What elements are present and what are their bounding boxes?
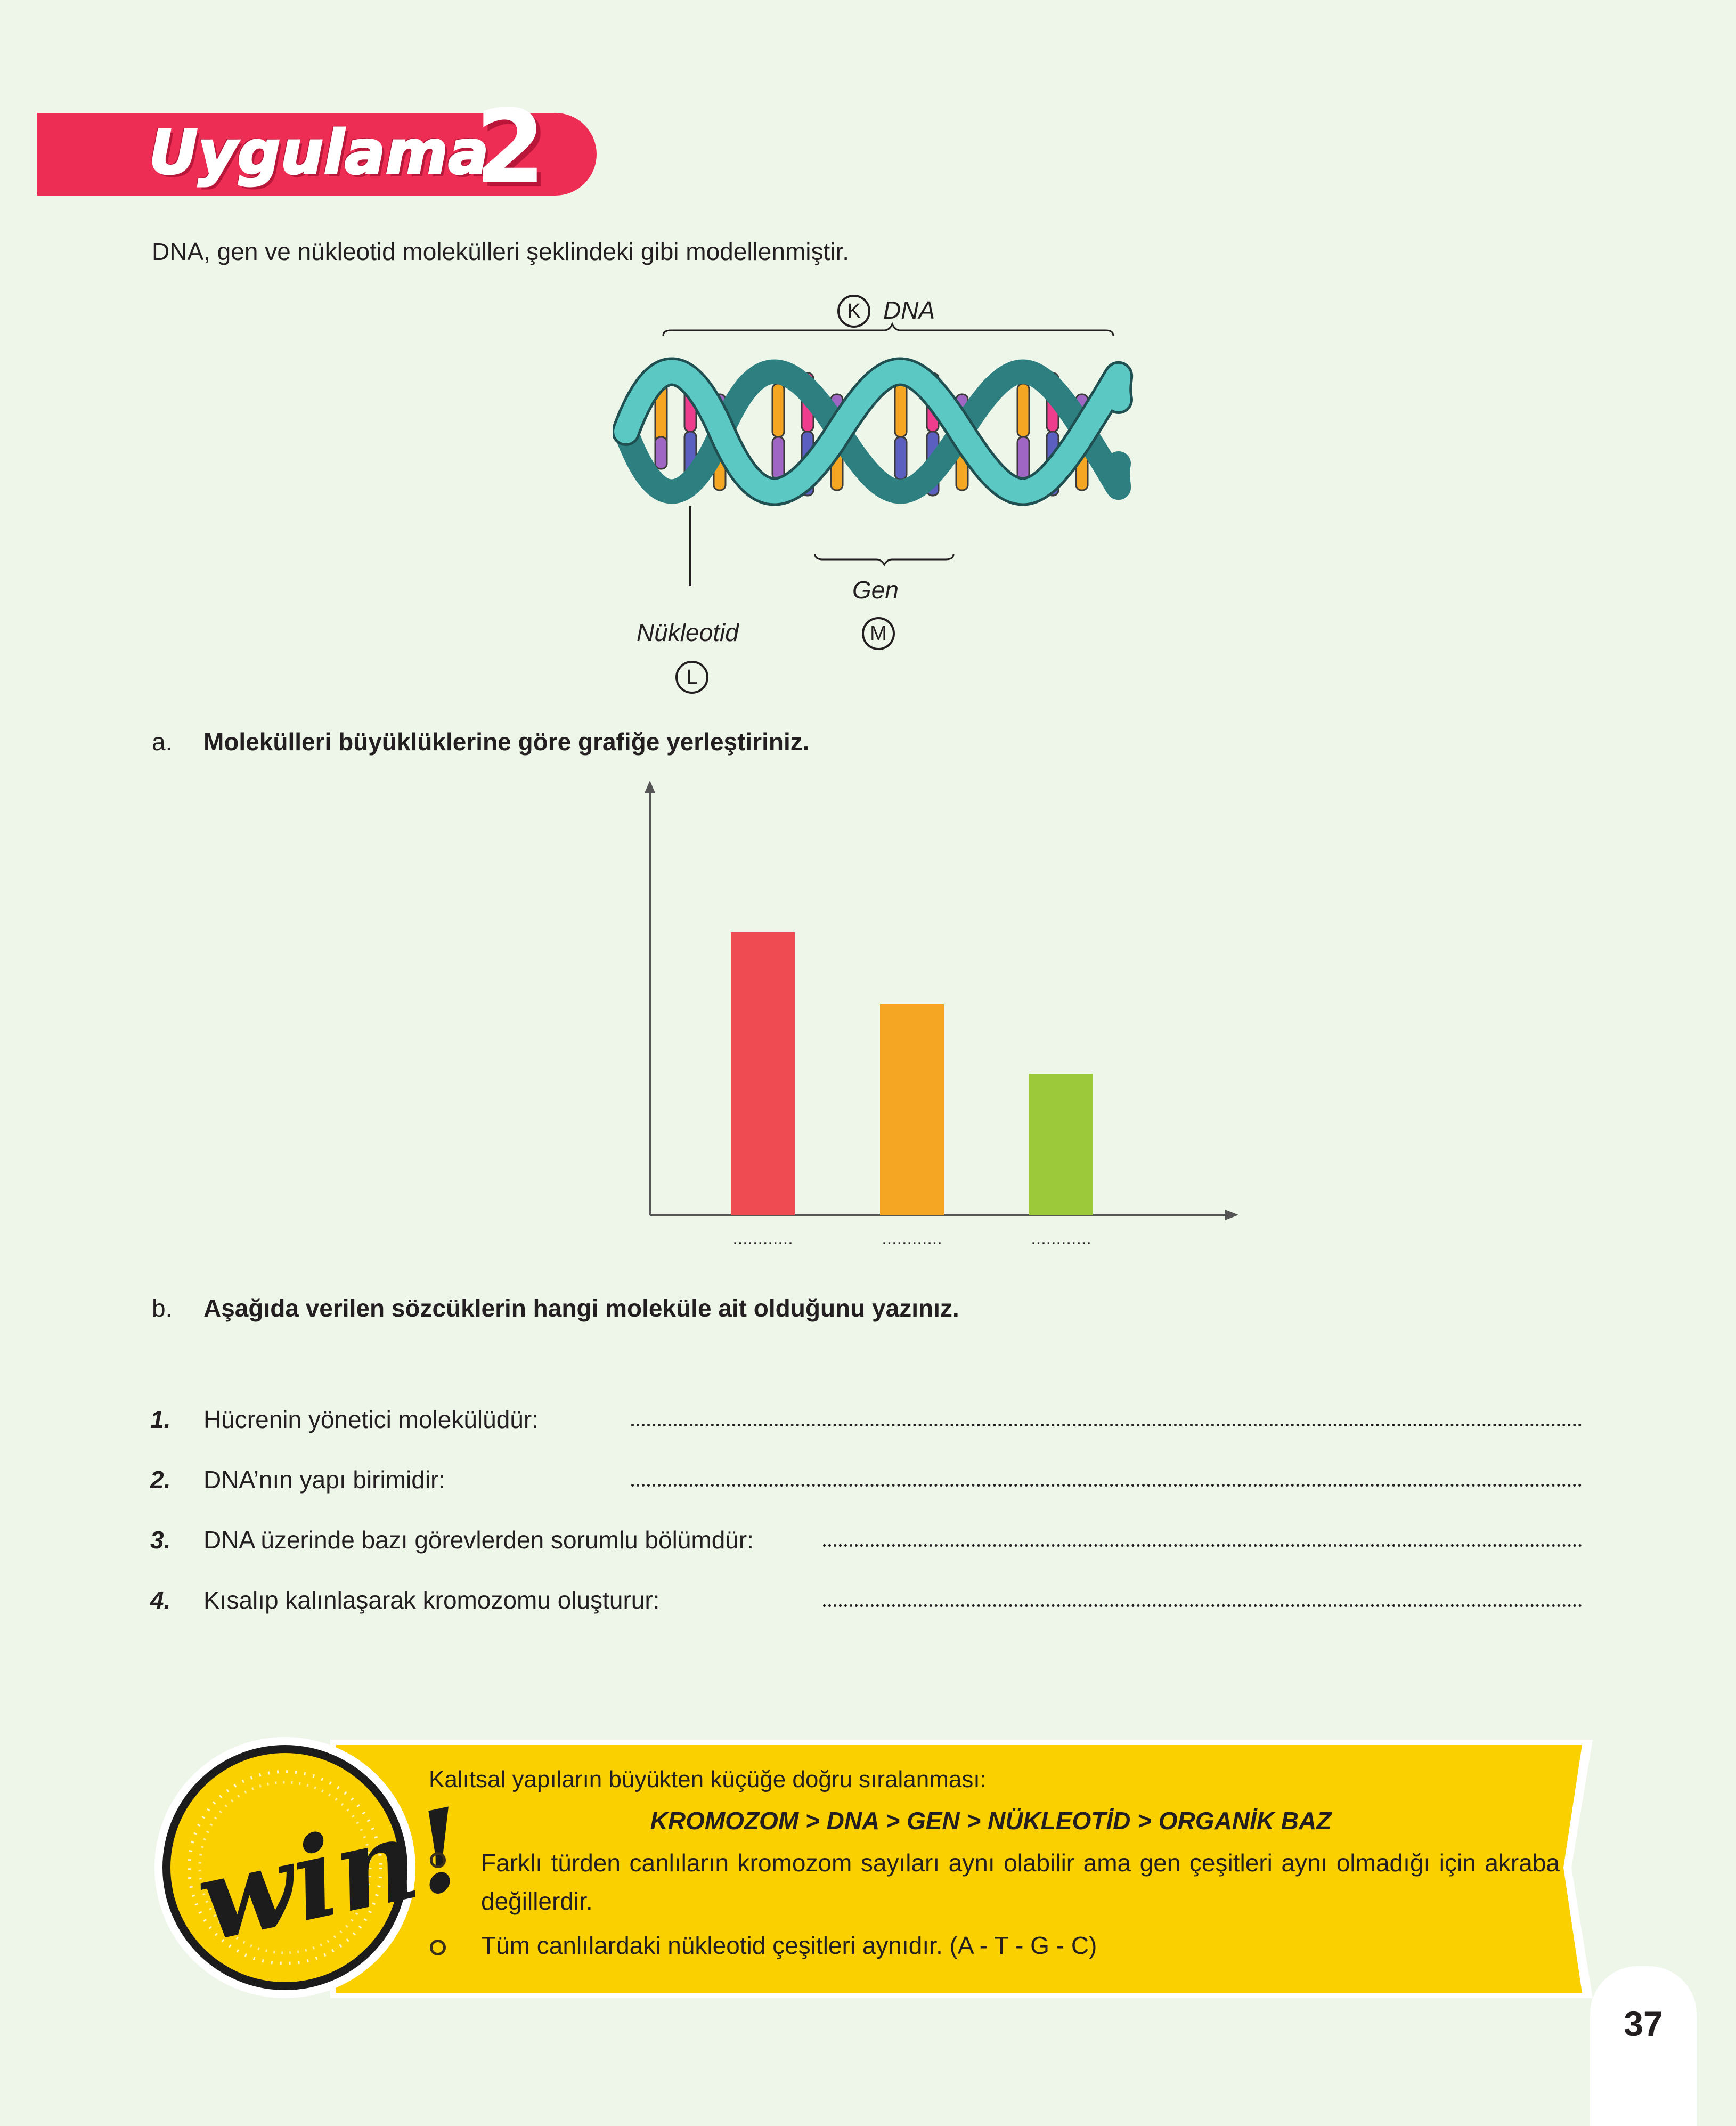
item-4-number: 4.	[150, 1586, 171, 1614]
info-bullet-1: Farklı türden canlıların kromozom sayıları aynı olabilir ama gen çeşitleri aynı olmadığı için akraba değillerdir.	[481, 1849, 1560, 1915]
bullet-spiral-icon	[430, 1940, 446, 1955]
label-gen: Gen	[852, 576, 899, 604]
info-order: KROMOZOM > DNA > GEN > NÜKLEOTİD > ORGANİK BAZ	[650, 1807, 1332, 1835]
bar-3-label[interactable]: ............	[1031, 1228, 1091, 1248]
item-1-text: Hücrenin yönetici molekülüdür:	[203, 1406, 539, 1433]
info-bullet-2: Tüm canlılardaki nükleotid çeşitleri aynıdır. (A - T - G - C)	[481, 1932, 1097, 1959]
label-m-circle: M	[862, 617, 895, 650]
item-2-answer-line[interactable]	[631, 1484, 1582, 1487]
info-title: Kalıtsal yapıların büyükten küçüğe doğru sıralanması:	[429, 1766, 987, 1792]
section-number: 2	[475, 88, 546, 206]
x-axis-arrow	[1225, 1210, 1238, 1220]
bar-1-label[interactable]: ............	[732, 1228, 793, 1248]
item-4-answer-line[interactable]	[823, 1604, 1582, 1607]
label-k-circle: K	[837, 295, 870, 328]
section-title: Uygulama	[149, 118, 490, 188]
page-number: 37	[1624, 2004, 1663, 2043]
bar-2-label[interactable]: ............	[882, 1228, 942, 1248]
bar-1	[731, 932, 795, 1215]
label-dna: DNA	[883, 296, 935, 324]
item-3-text: DNA üzerinde bazı görevlerden sorumlu bölümdür:	[203, 1526, 754, 1554]
item-3-answer-line[interactable]	[823, 1544, 1582, 1547]
question-a-text: Molekülleri büyüklüklerine göre grafiğe yerleştiriniz.	[203, 728, 810, 756]
intro-text: DNA, gen ve nükleotid molekülleri şeklindeki gibi modellenmiştir.	[152, 238, 850, 265]
question-b-text: Aşağıda verilen sözcüklerin hangi moleküle ait olduğunu yazınız.	[203, 1294, 959, 1322]
page-number-tab	[1590, 1966, 1697, 2126]
dna-helix-illustration	[613, 288, 1135, 586]
item-2-text: DNA’nın yapı birimidir:	[203, 1466, 446, 1494]
win-logo: win!	[186, 1782, 477, 1967]
label-l-circle: L	[675, 661, 708, 694]
question-a-letter: a.	[152, 728, 173, 756]
label-nukleotid: Nükleotid	[637, 619, 739, 646]
bar-3	[1029, 1074, 1093, 1215]
size-bar-chart	[613, 778, 1252, 1257]
item-3-number: 3.	[150, 1526, 171, 1554]
item-4-text: Kısalıp kalınlaşarak kromozomu oluşturur:	[203, 1586, 660, 1614]
question-b-letter: b.	[152, 1294, 173, 1322]
item-2-number: 2.	[150, 1466, 171, 1494]
y-axis-arrow	[645, 781, 655, 793]
item-1-number: 1.	[150, 1406, 171, 1433]
item-1-answer-line[interactable]	[631, 1424, 1582, 1426]
bullet-spiral-icon	[430, 1852, 446, 1868]
bar-2	[880, 1004, 944, 1215]
